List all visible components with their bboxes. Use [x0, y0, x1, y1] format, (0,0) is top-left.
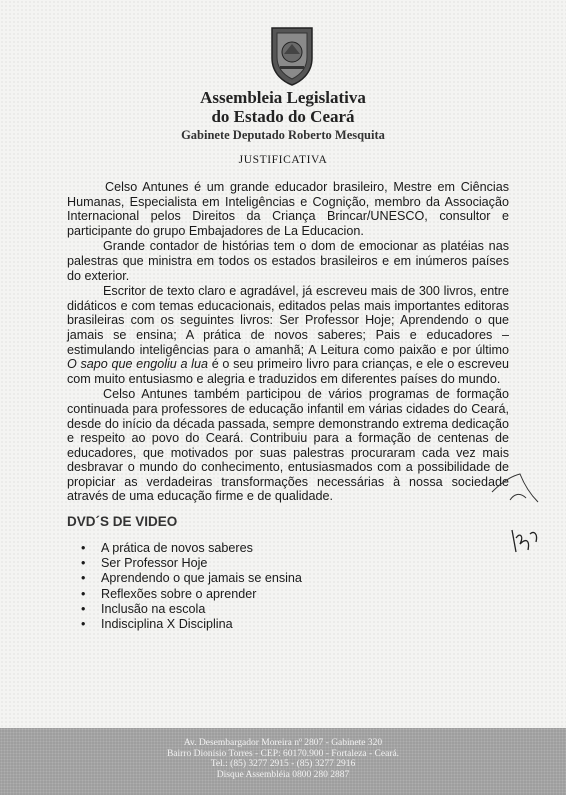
state-seal-icon [268, 24, 316, 86]
book-title-italic: O sapo que engoliu a lua [67, 357, 208, 372]
bullet-icon: • [81, 617, 86, 632]
list-item [67, 587, 302, 602]
paragraph-4: Celso Antunes também participou de vários programas de formação continuada para professores de educação infantil em várias cidades do Ceará, desde do início da década passada, sempre demonstrando extrema dedicação e respeito ao povo do Ceará. Contribuiu para a formação de centenas de educadores, que motivados por suas palestras procuraram cada vez mais desbravar o mundo do conhecimento, entusiasmados com a possibilidade de propiciar as verdadeiras transformações necessárias à nossa sociedade através de uma educação firme e de qualidade. [67, 387, 509, 504]
dvd-item-label: Aprendendo o que jamais se ensina [101, 571, 302, 586]
paragraph-3-text-b: é o seu primeiro livro para crianças, e ele o escreveu com muito entusiasmo e alegria e traduzidos em diferentes países do mundo. [67, 357, 509, 386]
dvd-item-label: Indisciplina X Disciplina [101, 617, 233, 632]
handwritten-signature [490, 472, 544, 556]
dvd-list [67, 541, 302, 632]
document-heading: JUSTIFICATIVA [238, 154, 328, 166]
dvd-item-label: Inclusão na escola [101, 601, 206, 616]
justification-body [67, 180, 509, 505]
list-item [67, 556, 302, 571]
dvd-item-label: A prática de novos saberes [101, 541, 253, 555]
dvd-item-label: Reflexões sobre o aprender [101, 586, 257, 601]
list-item [67, 602, 302, 617]
paragraph-3 [67, 284, 509, 386]
header-state-name: do Estado do Ceará [211, 107, 355, 126]
paragraph-1: Celso Antunes é um grande educador brasileiro, Mestre em Ciências Humanas, Especialista em Inteligências e Cognição, membro da Associação Internacional pelos Direitos da Criança Brincar/UNESCO, consultor e participante do grupo Embajadores de La Educacion. [67, 180, 509, 238]
bullet-icon: • [81, 556, 86, 571]
header-office-name: Gabinete Deputado Roberto Mesquita [181, 128, 385, 142]
footer-line-phone: Tel.: (85) 3277 2915 - (85) 3277 2916 [210, 759, 356, 770]
bullet-icon: • [81, 586, 86, 601]
dvd-item-label: Ser Professor Hoje [101, 556, 208, 571]
bullet-icon: • [81, 601, 86, 616]
bullet-icon: • [81, 571, 86, 586]
dvd-section-heading: DVD´S DE VIDEO [67, 514, 178, 529]
paragraph-2: Grande contador de histórias tem o dom de emocionar as platéias nas palestras que ministra em todos os estados brasileiros e em inúmeros países do exterior. [67, 239, 509, 283]
footer-line-address: Av. Desembargador Moreira nº 2807 - Gabinete 320 [183, 738, 383, 748]
footer-line-hotline: Disque Assembléia 0800 280 2887 [216, 769, 350, 780]
list-item [67, 571, 302, 586]
list-item [67, 617, 302, 632]
list-item [67, 541, 302, 556]
footer-address [0, 738, 566, 780]
paragraph-3-text-a: Escritor de texto claro e agradável, já escreveu mais de 300 livros, entre didáticos e com temas educacionais, editados pelas mais importantes editoras brasileiras com os seguintes livros: Ser Professor Hoje; Aprendendo o que jamais se ensina; A prática de novos saberes; Pais e educadores – estimulando inteligências para o amanhã; A Leitura como paixão e por último [67, 284, 509, 357]
header-assembly-name: Assembleia Legislativa [200, 88, 366, 107]
bullet-icon: • [81, 541, 86, 555]
footer-line-district: Bairro Dionísio Torres - CEP: 60170.900 - Fortaleza - Ceará. [166, 748, 400, 759]
